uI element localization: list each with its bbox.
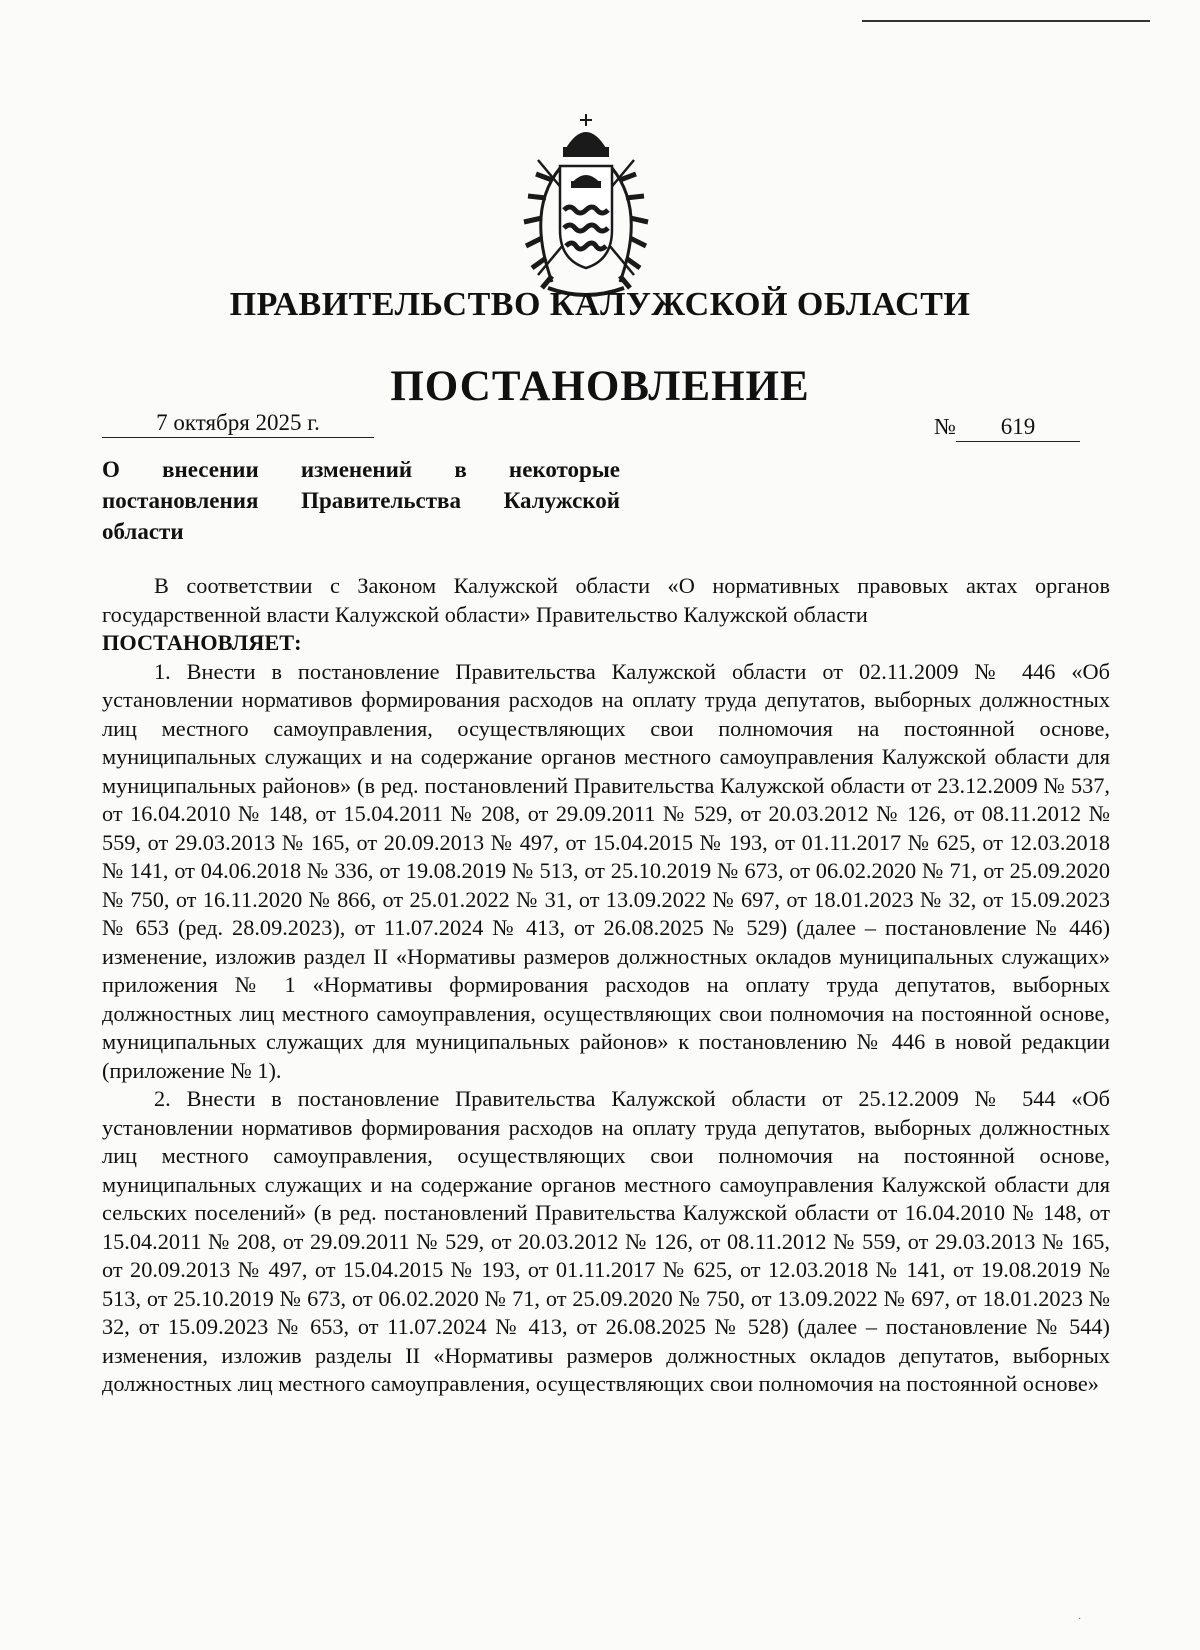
document-number [934, 414, 1080, 442]
preamble-paragraph: В соответствии с Законом Калужской области «О нормативных правовых актах органов государственной власти Калужской области» Правительство Калужской области [102, 573, 1110, 627]
decree-word: ПОСТАНОВЛЯЕТ: [102, 630, 302, 655]
item-2-paragraph: 2. Внести в постановление Правительства Калужской области от 25.12.2009 № 544 «Об установлении нормативов формирования расходов на оплату труда депутатов, выборных должностных лиц местного самоуправления, осуществляющих свои полномочия на постоянной основе, муниципальных служащих и на содержание органов местного самоуправления Калужской области для сельских поселений» (в ред. постановлений Правительства Калужской области от 16.04.2010 № 148, от 15.04.2011 № 208, от 29.09.2011 № 529, от 20.03.2012 № 126, от 08.11.2012 № 559, от 29.03.2013 № 165, от 20.09.2013 № 497, от 15.04.2015 № 193, от 01.11.2017 № 625, от 12.03.2018 № 141, от 19.08.2019 № 513, от 25.10.2019 № 673, от 06.02.2020 № 71, от 25.09.2020 № 750, от 13.09.2022 № 697, от 18.01.2023 № 32, от 15.09.2023 № 653, от 11.07.2024 № 413, от 26.08.2025 № 528) (далее – постановление № 544) изменения, изложив разделы II «Нормативы размеров должностных окладов депутатов, выборных должностных лиц местного самоуправления, осуществляющих свои полномочия на постоянной основе» [102, 1086, 1110, 1396]
document-type-title: ПОСТАНОВЛЕНИЕ [390, 363, 810, 410]
top-rule [862, 20, 1150, 22]
item-1-paragraph: 1. Внести в постановление Правительства Калужской области от 02.11.2009 № 446 «Об установлении нормативов формирования расходов на оплату труда депутатов, выборных должностных лиц местного самоуправления, осуществляющих свои полномочия на постоянной основе, муниципальных служащих и на содержание органов местного самоуправления Калужской области для муниципальных районов» (в ред. постановлений Правительства Калужской области от 23.12.2009 № 537, от 16.04.2010 № 148, от 15.04.2011 № 208, от 29.09.2011 № 529, от 20.03.2012 № 126, от 08.11.2012 № 559, от 29.03.2013 № 165, от 20.09.2013 № 497, от 15.04.2015 № 193, от 01.11.2017 № 625, от 12.03.2018 № 141, от 04.06.2018 № 336, от 19.08.2019 № 513, от 25.10.2019 № 673, от 06.02.2020 № 71, от 25.09.2020 № 750, от 16.11.2020 № 866, от 25.01.2022 № 31, от 13.09.2022 № 697, от 18.01.2023 № 32, от 15.09.2023 № 653 (ред. 28.09.2023), от 11.07.2024 № 413, от 26.08.2025 № 529) (далее – постановление № 446) изменение, изложив раздел II «Нормативы размеров должностных окладов муниципальных служащих» приложения № 1 «Нормативы формирования расходов на оплату труда депутатов, выборных должностных лиц местного самоуправления, осуществляющих свои полномочия на постоянной основе, муниципальных служащих для муниципальных районов» к постановлению № 446 в новой редакции (приложение № 1). [102, 658, 1110, 1083]
coat-of-arms-icon [508, 110, 664, 300]
number-sign: № [934, 414, 956, 439]
document-body [102, 572, 1110, 1399]
document-date: 7 октября 2025 г. [102, 410, 374, 438]
number-value: 619 [956, 414, 1080, 442]
organization-title: ПРАВИТЕЛЬСТВО КАЛУЖСКОЙ ОБЛАСТИ [229, 286, 971, 323]
document-subject: О внесении изменений в некоторые постановления Правительства Калужской области [102, 457, 620, 544]
scan-mark: · [1078, 1614, 1082, 1625]
